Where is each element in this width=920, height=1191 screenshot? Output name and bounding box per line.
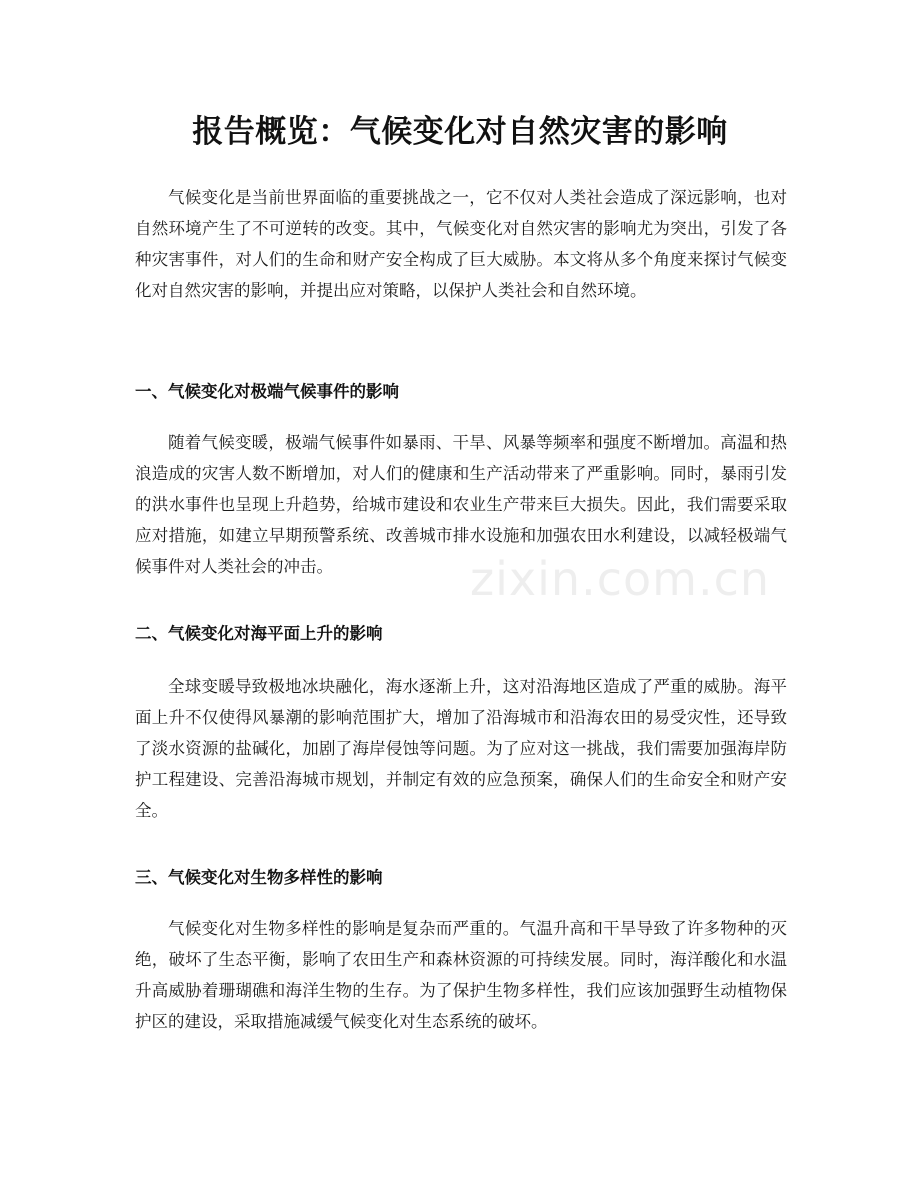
- section-heading-extreme-weather: 一、气候变化对极端气候事件的影响: [135, 382, 399, 401]
- section-body-biodiversity: 气候变化对生物多样性的影响是复杂而严重的。气温升高和干旱导致了许多物种的灭绝，破坏了生态平衡，影响了农田生产和森林资源的可持续发展。同时，海洋酸化和水温升高威胁着珊瑚礁和海洋生物的生存。为了保护生物多样性，我们应该加强野生动植物保护区的建设，采取措施减缓气候变化对生态系统的破坏。: [135, 919, 787, 1031]
- watermark-text: zixin.com.cn: [470, 552, 771, 606]
- section-body-extreme-weather: 随着气候变暖，极端气候事件如暴雨、干旱、风暴等频率和强度不断增加。高温和热浪造成的灾害人数不断增加，对人们的健康和生产活动带来了严重影响。同时，暴雨引发的洪水事件也呈现上升趋势，给城市建设和农业生产带来巨大损失。因此，我们需要采取应对措施，如建立早期预警系统、改善城市排水设施和加强农田水利建设，以减轻极端气候事件对人类社会的冲击。: [135, 433, 787, 576]
- section-heading-sea-level: 二、气候变化对海平面上升的影响: [135, 624, 383, 643]
- intro-paragraph: 气候变化是当前世界面临的重要挑战之一，它不仅对人类社会造成了深远影响，也对自然环境产生了不可逆转的改变。其中，气候变化对自然灾害的影响尤为突出，引发了各种灾害事件，对人们的生命和财产安全构成了巨大威胁。本文将从多个角度来探讨气候变化对自然灾害的影响，并提出应对策略，以保护人类社会和自然环境。: [135, 188, 787, 300]
- section-body-sea-level: 全球变暖导致极地冰块融化，海水逐渐上升，这对沿海地区造成了严重的威胁。海平面上升不仅使得风暴潮的影响范围扩大，增加了沿海城市和沿海农田的易受灾性，还导致了淡水资源的盐碱化，加剧了海岸侵蚀等问题。为了应对这一挑战，我们需要加强海岸防护工程建设、完善沿海城市规划，并制定有效的应急预案，确保人们的生命安全和财产安全。: [135, 677, 787, 820]
- section-heading-biodiversity: 三、气候变化对生物多样性的影响: [135, 868, 383, 887]
- document-title: 报告概览：气候变化对自然灾害的影响: [192, 114, 728, 150]
